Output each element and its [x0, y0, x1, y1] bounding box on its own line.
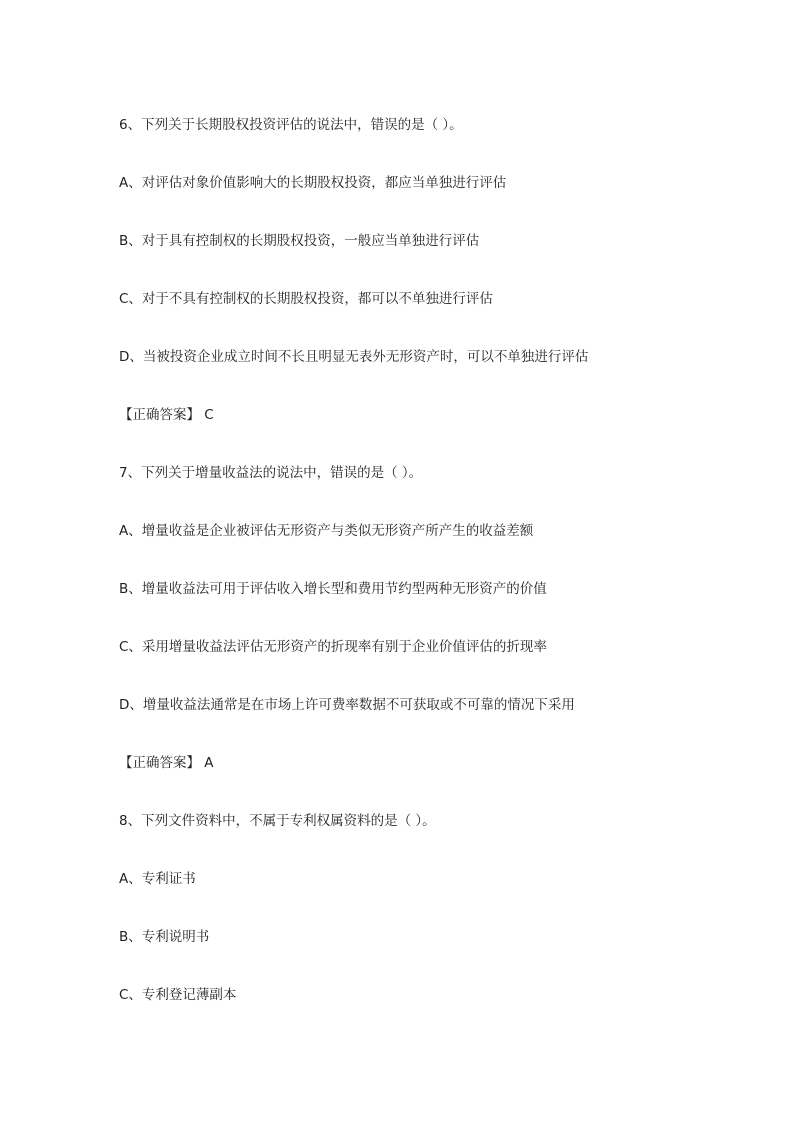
question-8-stem: 8、下列文件资料中，不属于专利权属资料的是（ ）。: [119, 813, 436, 829]
question-8-option-a: A、专利证书: [119, 871, 196, 887]
question-7-stem: 7、下列关于增量收益法的说法中，错误的是（ ）。: [119, 465, 423, 481]
question-7-answer: 【正确答案】 A: [119, 755, 214, 771]
question-8-option-b: B、专利说明书: [119, 929, 210, 945]
question-6-option-a: A、对评估对象价值影响大的长期股权投资，都应当单独进行评估: [119, 175, 507, 191]
question-6-option-c: C、对于不具有控制权的长期股权投资，都可以不单独进行评估: [119, 291, 493, 307]
question-6-stem: 6、下列关于长期股权投资评估的说法中，错误的是（ ）。: [119, 117, 463, 133]
question-6-answer: 【正确答案】 C: [119, 407, 214, 423]
question-6-option-d: D、当被投资企业成立时间不长且明显无表外无形资产时，可以不单独进行评估: [119, 349, 589, 365]
question-7-option-c: C、采用增量收益法评估无形资产的折现率有别于企业价值评估的折现率: [119, 639, 547, 655]
question-8-option-c: C、专利登记薄副本: [119, 987, 237, 1003]
question-7-option-a: A、增量收益是企业被评估无形资产与类似无形资产所产生的收益差额: [119, 523, 534, 539]
question-7-option-d: D、增量收益法通常是在市场上许可费率数据不可获取或不可靠的情况下采用: [119, 697, 575, 713]
question-6-option-b: B、对于具有控制权的长期股权投资，一般应当单独进行评估: [119, 233, 480, 249]
question-7-option-b: B、增量收益法可用于评估收入增长型和费用节约型两种无形资产的价值: [119, 581, 547, 597]
